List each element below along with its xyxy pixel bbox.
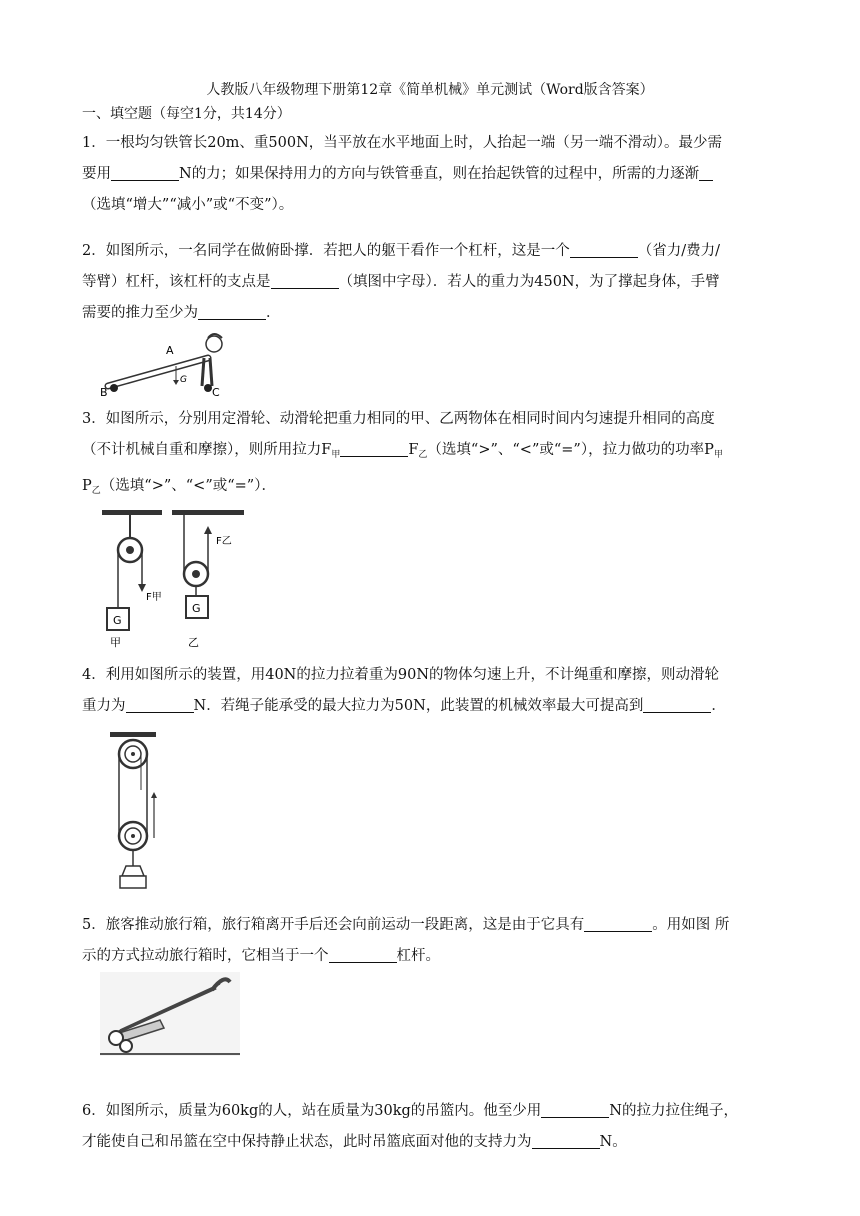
figure-label: G (192, 602, 201, 615)
answer-blank[interactable] (126, 696, 194, 713)
question-2-line-3: 需要的推力至少为 ． (82, 305, 281, 321)
question-1-line-1: 1．一根均匀铁管长20m、重500N，当平放在水平地面上时，人抬起一端（另一端不滑动）。最少需 (82, 135, 723, 151)
question-4-line-1: 4．利用如图所示的装置，用40N的拉力拉着重为90N的物体匀速上升，不计绳重和摩擦，则动滑轮 (82, 667, 720, 683)
question-3-line-1: 3．如图所示，分别用定滑轮、动滑轮把重力相同的甲、乙两物体在相同时间内匀速提升相同的高度 (82, 411, 715, 427)
figure-label: B (100, 386, 108, 399)
question-3 (82, 404, 782, 507)
figure-label: 甲 (110, 636, 121, 649)
question-3-line-3: $P_乙$（选填“>”、“<”或“=”）． (82, 478, 276, 496)
page-title: 人教版八年级物理下册第12章《简单机械》单元测试（Word版含答案） (206, 82, 654, 98)
pushup-figure (100, 328, 230, 400)
figure-label: F乙 (216, 536, 232, 547)
answer-blank[interactable] (584, 915, 652, 932)
question-5-line-1: 5．旅客推动旅行箱，旅行箱离开手后还会向前运动一段距离，这是由于它具有 。用如图 所 (82, 917, 730, 933)
figure-label: 乙 (188, 636, 199, 649)
pulley-block-figure (106, 730, 166, 890)
question-5-line-2: 示的方式拉动旅行箱时，它相当于一个 杠杆。 (82, 948, 440, 964)
trolley-case-figure (100, 972, 240, 1056)
question-6-line-2: 才能使自己和吊篮在空中保持静止状态，此时吊篮底面对他的支持力为 N。 (82, 1134, 627, 1150)
question-4-line-2: 重力为 N．若绳子能承受的最大拉力为50N，此装置的机械效率最大可提高到 ． (82, 698, 726, 714)
answer-blank[interactable] (198, 303, 266, 320)
question-2 (82, 236, 782, 329)
answer-blank[interactable] (340, 440, 408, 457)
figure-label: G (113, 614, 122, 627)
question-1-line-2: 要用 N的力；如果保持用力的方向与铁管垂直，则在抬起铁管的过程中，所需的力逐渐 (82, 159, 782, 190)
figure-label: C (212, 386, 220, 399)
figure-label: F甲 (146, 592, 162, 603)
answer-blank[interactable] (570, 241, 638, 258)
question-4 (82, 660, 782, 722)
answer-blank[interactable] (111, 164, 179, 181)
answer-blank[interactable] (643, 696, 711, 713)
question-2-line-1: 2．如图所示，一名同学在做俯卧撑．若把人的躯干看作一个杠杆，这是一个 （省力/费力/ (82, 243, 721, 259)
answer-blank[interactable] (541, 1101, 609, 1118)
section-heading: 一、填空题（每空1分，共14分） (82, 106, 291, 122)
pulleys-figure (100, 508, 250, 650)
figure-label: G (180, 375, 187, 385)
answer-blank[interactable] (271, 272, 339, 289)
question-3-line-2: （不计机械自重和摩擦），则所用拉力$F_甲$ $F_乙$（选填“>”、“<”或“=”），拉力做功的功率$P_甲$ (82, 442, 723, 460)
answer-blank[interactable] (532, 1132, 600, 1149)
figure-label: A (166, 344, 174, 357)
question-6 (82, 1096, 782, 1158)
question-2-line-2: 等臂）杠杆，该杠杆的支点是 （填图中字母）．若人的重力为450N，为了撑起身体，手臂 (82, 274, 720, 290)
answer-blank[interactable] (329, 946, 397, 963)
question-5 (82, 910, 782, 972)
question-1-line-3: （选填“增大”“减小”或“不变”）。 (82, 197, 294, 213)
question-1 (82, 128, 782, 221)
answer-blank[interactable] (699, 164, 713, 181)
question-6-line-1: 6．如图所示，质量为60kg的人，站在质量为30kg的吊篮内。他至少用 N的拉力拉住绳子， (82, 1103, 738, 1119)
